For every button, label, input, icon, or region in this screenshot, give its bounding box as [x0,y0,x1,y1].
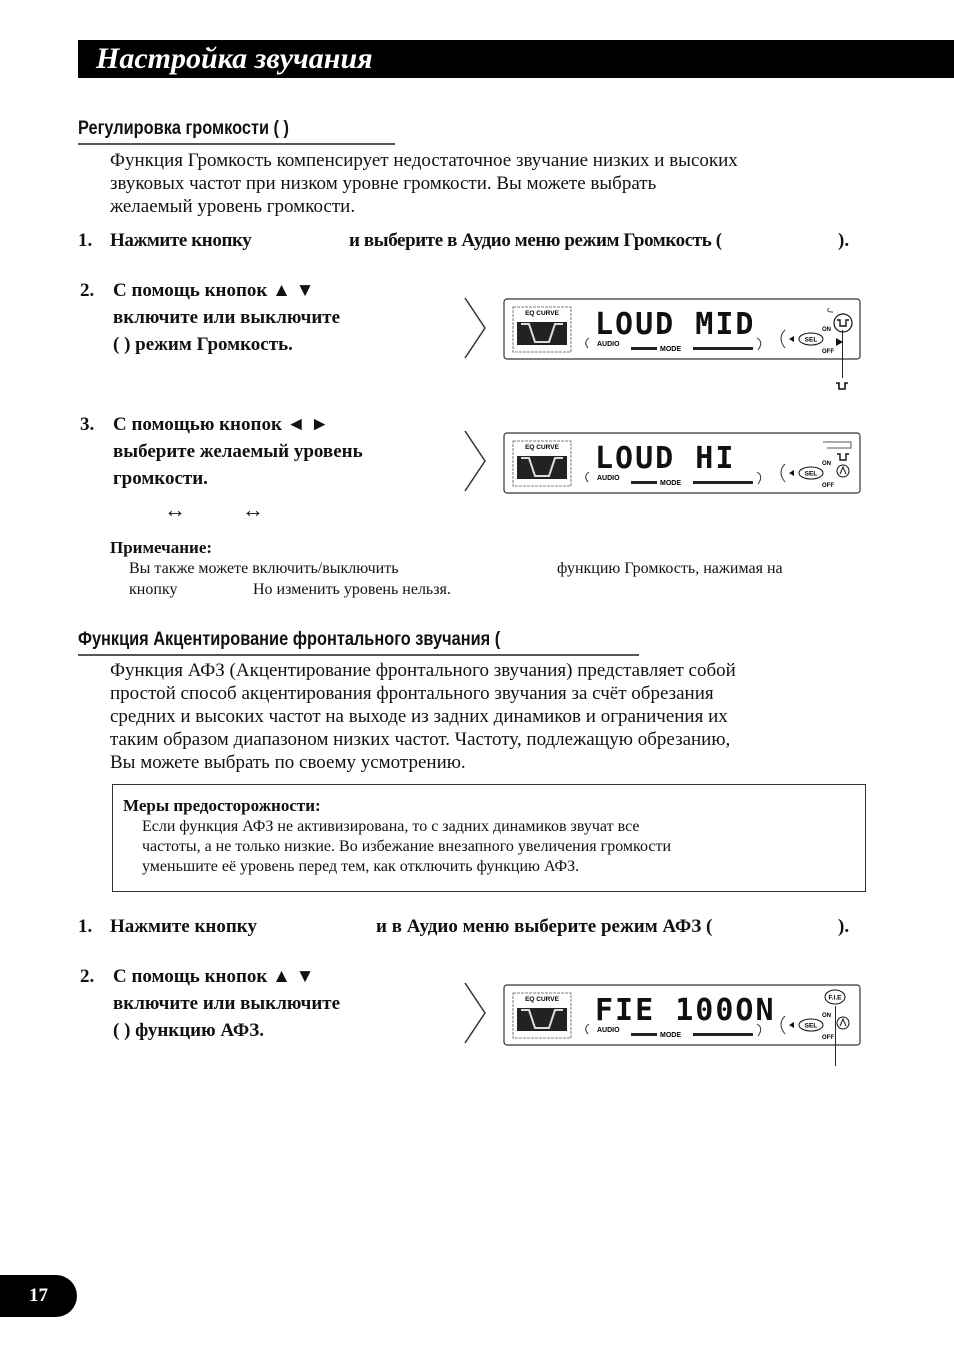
note-text: Вы также можете включить/выключить [129,560,399,577]
eq-label: EQ CURVE [525,310,559,317]
display-main-text: LOUD MID [595,307,756,342]
step-number: 2. [80,280,95,301]
on-label: ON [822,461,831,467]
fie-label: F.I.E [828,994,842,1002]
intro-line: средних и высоких частот на выходе из задних динамиков и ограничения их [110,706,728,727]
intro-line: Функция Громкость компенсирует недостаточное звучание низких и высоких [110,150,738,171]
double-arrow-icon: ↔ [164,497,186,522]
section-underline [78,654,639,656]
step-line: С помощью кнопок ◄ ► [113,414,330,435]
mode-bar [631,1033,657,1036]
step-line: ( ) функцию АФЗ. [113,1020,265,1041]
section-underline [78,143,395,145]
step-text: и выберите в Аудио меню режим Громкость ( [349,230,722,251]
step-number: 1. [78,916,93,937]
caution-line: Если функция АФЗ не активизирована, то с задних динамиков звучат все [142,818,640,835]
lcd-display-fie [503,984,861,1046]
intro-line: Функция АФЗ (Акцентирование фронтального звучания) представляет собой [110,660,736,681]
display-main-text: FIE 100ON [595,993,776,1028]
eq-label: EQ CURVE [525,444,559,451]
note-text: Но изменить уровень нельзя. [253,581,451,598]
double-arrow-icon: ↔ [242,497,264,522]
intro-line: звуковых частот при низком уровне громкости. Вы можете выбрать [110,173,657,194]
note-text: кнопку [129,581,178,598]
loudness-indicator-icon [834,314,852,332]
intro-line: простой способ акцентирования фронтального звучания за счёт обрезания [110,683,714,704]
page-title: Настройка звучания [96,42,373,75]
section-heading-loudness: Регулировка громкости ( ) [78,118,289,139]
loudness-symbol-icon [835,381,849,391]
step-line: ( ) режим Громкость. [113,334,293,355]
step-text [113,277,340,358]
chevron-right-icon [463,296,487,360]
step-line: включите или выключите [113,307,341,328]
intro-line: Вы можете выбрать по своему усмотрению. [110,752,466,773]
mode-bar [631,481,657,484]
caution-line: уменьшите её уровень перед тем, как отключить функцию АФЗ. [142,858,580,875]
on-label: ON [822,1013,831,1019]
sel-label: SEL [804,1022,818,1030]
step-text: Нажмите кнопку [110,916,257,937]
step-number: 1. [78,230,93,251]
mode-bar [693,481,753,484]
audio-label: AUDIO [597,341,620,348]
step-line: С помощь кнопок ▲ ▼ [113,966,315,987]
step-line: выберите желаемый уровень [113,441,363,462]
off-label: OFF [822,483,834,489]
callout-line [842,330,843,378]
page-number: 17 [0,1275,77,1317]
sel-label: SEL [804,470,818,478]
sel-label: SEL [804,336,818,344]
mode-label: MODE [660,346,681,353]
note-title: Примечание: [110,538,213,557]
section-heading-fie: Функция Акцентирование фронтального звучания ( [78,629,501,650]
audio-label: AUDIO [597,475,620,482]
callout-line [835,1006,836,1066]
intro-line: желаемый уровень громкости. [110,196,356,217]
intro-line: таким образом диапазоном низких частот. Частоту, подлежащую обрезанию, [110,729,731,750]
display-main-text: LOUD HI [595,441,736,476]
mode-label: MODE [660,1032,681,1039]
step-text [113,963,340,1044]
caution-title: Меры предосторожности: [123,796,321,815]
caution-text [142,817,671,877]
step-text: и в Аудио меню выберите режим АФЗ ( [376,916,713,937]
mode-label: MODE [660,480,681,487]
on-label: ON [822,327,831,333]
step-line: громкости. [113,468,208,489]
step-text: Нажмите кнопку [110,230,252,251]
chevron-right-icon [463,981,487,1045]
chevron-right-icon [463,429,487,493]
step-line: включите или выключите [113,993,341,1014]
step-text: ). [838,916,850,937]
audio-label: AUDIO [597,1027,620,1034]
fie-intro [110,659,736,774]
eq-label: EQ CURVE [525,996,559,1003]
step-text [113,411,363,492]
off-label: OFF [822,1035,834,1041]
note-text: функцию Громкость, нажимая на [557,560,783,577]
mode-bar [693,347,753,350]
step-number: 2. [80,966,95,987]
loudness-intro [110,149,738,218]
step-text: ). [838,230,850,251]
step-line: С помощь кнопок ▲ ▼ [113,280,315,301]
lcd-display-loud-mid [503,298,861,360]
lcd-display-loud-hi [503,432,861,494]
caution-line: частоты, а не только низкие. Во избежание внезапного увеличения громкости [142,838,672,855]
mode-bar [631,347,657,350]
step-number: 3. [80,414,95,435]
mode-bar [693,1033,753,1036]
off-label: OFF [822,349,834,355]
